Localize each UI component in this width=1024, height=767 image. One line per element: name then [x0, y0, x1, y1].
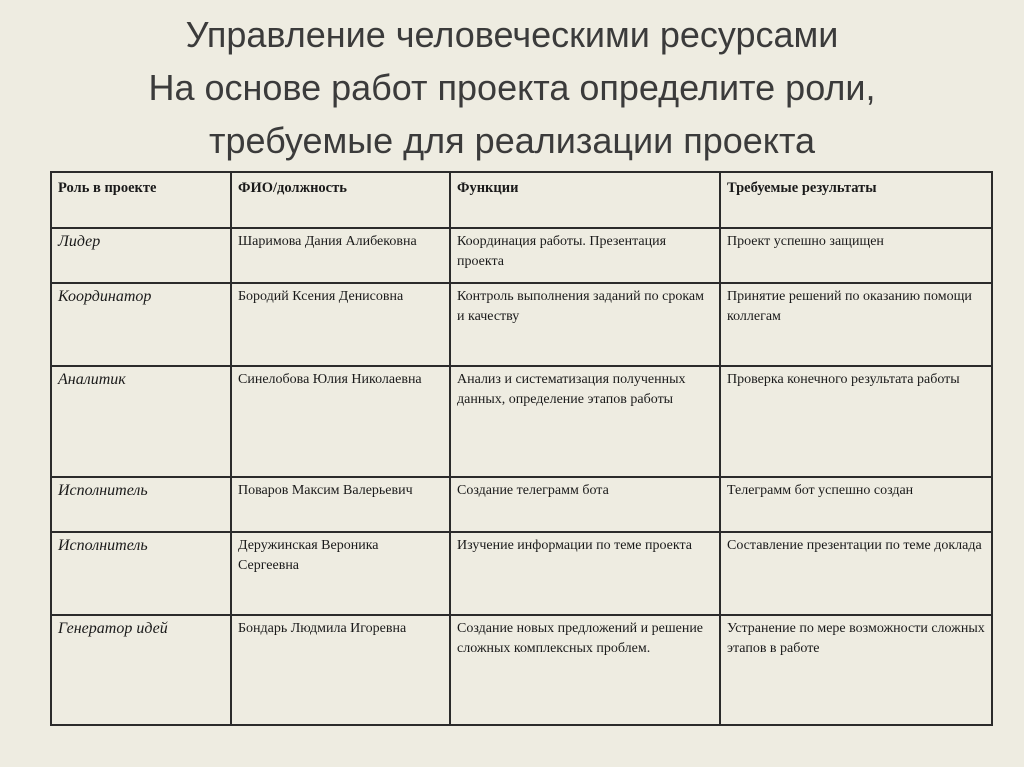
name-cell: Бородий Ксения Денисовна [231, 283, 450, 366]
table-row [51, 283, 992, 366]
role-cell: Аналитик [51, 366, 231, 477]
functions-cell: Контроль выполнения заданий по срокам и качеству [450, 283, 720, 366]
results-cell: Телеграмм бот успешно создан [720, 477, 992, 532]
table-header-row [51, 172, 992, 228]
name-cell: Синелобова Юлия Николаевна [231, 366, 450, 477]
name-cell: Бондарь Людмила Игоревна [231, 615, 450, 725]
functions-cell: Создание новых предложений и решение сложных комплексных проблем. [450, 615, 720, 725]
table-row [51, 532, 992, 615]
title-line-3: требуемые для реализации проекта [208, 120, 816, 161]
title-line-2: На основе работ проекта определите роли, [148, 67, 876, 108]
header-functions: Функции [450, 172, 720, 228]
name-cell: Поваров Максим Валерьевич [231, 477, 450, 532]
title-line-1: Управление человеческими ресурсами [185, 14, 839, 55]
functions-cell: Анализ и систематизация полученных данных, определение этапов работы [450, 366, 720, 477]
name-cell: Шаримова Дания Алибековна [231, 228, 450, 283]
functions-cell: Изучение информации по теме проекта [450, 532, 720, 615]
results-cell: Принятие решений по оказанию помощи коллегам [720, 283, 992, 366]
table-row [51, 477, 992, 532]
roles-table [50, 171, 993, 726]
name-cell: Деружинская Вероника Сергеевна [231, 532, 450, 615]
results-cell: Устранение по мере возможности сложных этапов в работе [720, 615, 992, 725]
functions-cell: Координация работы. Презентация проекта [450, 228, 720, 283]
role-cell: Лидер [51, 228, 231, 283]
header-name: ФИО/должность [231, 172, 450, 228]
table-row [51, 228, 992, 283]
slide-title [0, 8, 1024, 167]
table-row [51, 366, 992, 477]
role-cell: Генератор идей [51, 615, 231, 725]
table-row [51, 615, 992, 725]
header-role: Роль в проекте [51, 172, 231, 228]
role-cell: Координатор [51, 283, 231, 366]
role-cell: Исполнитель [51, 477, 231, 532]
role-cell: Исполнитель [51, 532, 231, 615]
functions-cell: Создание телеграмм бота [450, 477, 720, 532]
results-cell: Составление презентации по теме доклада [720, 532, 992, 615]
results-cell: Проект успешно защищен [720, 228, 992, 283]
header-results: Требуемые результаты [720, 172, 992, 228]
results-cell: Проверка конечного результата работы [720, 366, 992, 477]
